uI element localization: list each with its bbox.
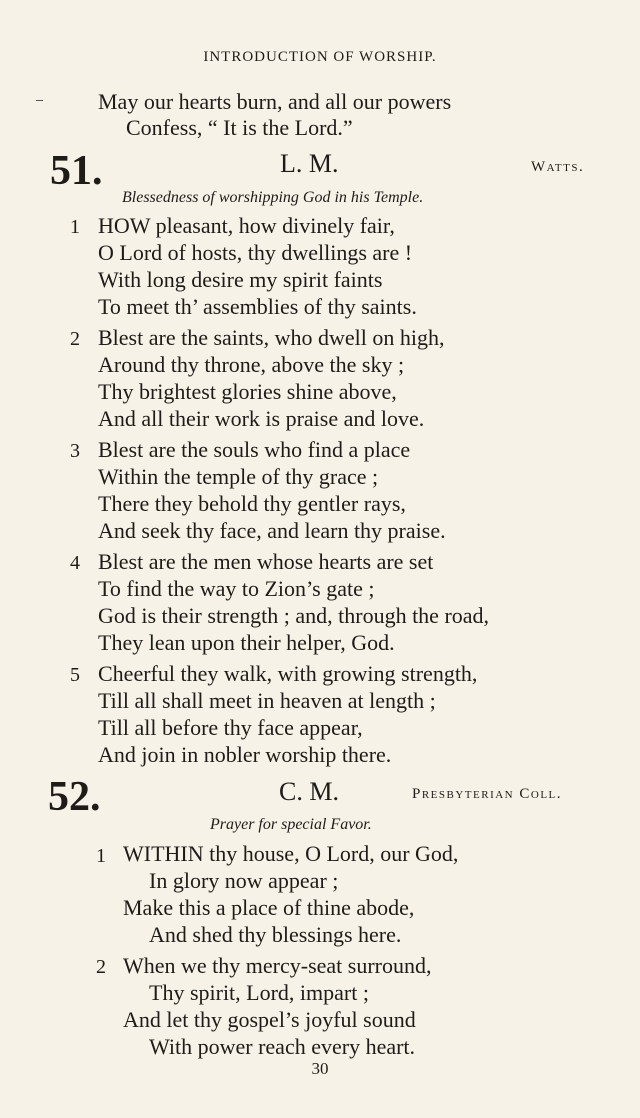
- verse-line: With power reach every heart.: [149, 1034, 416, 1059]
- verse-line: Thy spirit, Lord, impart ;: [149, 980, 369, 1005]
- margin-dash: [36, 100, 43, 101]
- verse-line: Blest are the souls who find a place: [98, 437, 411, 462]
- verse-line: And seek thy face, and learn thy praise.: [98, 518, 446, 543]
- stanza-number: 2: [96, 956, 106, 978]
- stanza-number: 4: [70, 552, 80, 574]
- hymn-subtitle: Blessedness of worshipping God in his Temple.: [122, 189, 424, 206]
- hymn-meter: L. M.: [280, 149, 339, 178]
- hymn-subtitle: Prayer for special Favor.: [210, 816, 372, 833]
- verse-line: There they behold thy gentler rays,: [98, 491, 406, 516]
- verse-line: To find the way to Zion’s gate ;: [98, 576, 375, 601]
- page-number: 30: [311, 1059, 329, 1078]
- verse-line: And shed thy blessings here.: [149, 922, 402, 947]
- verse-line: Within the temple of thy grace ;: [98, 464, 379, 489]
- verse-line: Thy brightest glories shine above,: [98, 379, 397, 404]
- verse-line: They lean upon their helper, God.: [98, 630, 395, 655]
- continuation-line: May our hearts burn, and all our powers: [98, 89, 452, 114]
- verse-line: HOW pleasant, how divinely fair,: [98, 213, 395, 238]
- continuation-line: Confess, “ It is the Lord.”: [126, 115, 353, 140]
- verse-line: God is their strength ; and, through the road,: [98, 603, 490, 628]
- verse-line: Till all shall meet in heaven at length ;: [98, 688, 436, 713]
- hymn-number: 51.: [50, 148, 103, 194]
- stanza-number: 1: [70, 216, 80, 238]
- stanza-number: 2: [70, 328, 80, 350]
- verse-line: And all their work is praise and love.: [98, 406, 425, 431]
- hymn-author: Watts.: [531, 159, 585, 175]
- stanza-number: 1: [96, 845, 106, 867]
- verse-line: O Lord of hosts, thy dwellings are !: [98, 240, 413, 265]
- verse-line: And join in nobler worship there.: [98, 742, 392, 767]
- verse-line: Cheerful they walk, with growing strength,: [98, 661, 478, 686]
- stanza-number: 5: [70, 664, 80, 686]
- verse-line: Blest are the men whose hearts are set: [98, 549, 434, 574]
- stanza-number: 3: [70, 440, 80, 462]
- verse-line: When we thy mercy-seat surround,: [123, 953, 432, 978]
- verse-line: And let thy gospel’s joyful sound: [123, 1007, 416, 1032]
- verse-line: Around thy throne, above the sky ;: [98, 352, 405, 377]
- hymn-author: Presbyterian Coll.: [412, 786, 563, 802]
- verse-line: In glory now appear ;: [149, 868, 339, 893]
- verse-line: Till all before thy face appear,: [98, 715, 363, 740]
- verse-line: Make this a place of thine abode,: [123, 895, 415, 920]
- verse-line: Blest are the saints, who dwell on high,: [98, 325, 445, 350]
- verse-line: To meet th’ assemblies of thy saints.: [98, 294, 417, 319]
- verse-line: With long desire my spirit faints: [98, 267, 383, 292]
- verse-line: WITHIN thy house, O Lord, our God,: [123, 841, 459, 866]
- hymn-meter: C. M.: [279, 777, 339, 806]
- running-head: INTRODUCTION OF WORSHIP.: [203, 49, 437, 65]
- hymn-number: 52.: [48, 774, 101, 820]
